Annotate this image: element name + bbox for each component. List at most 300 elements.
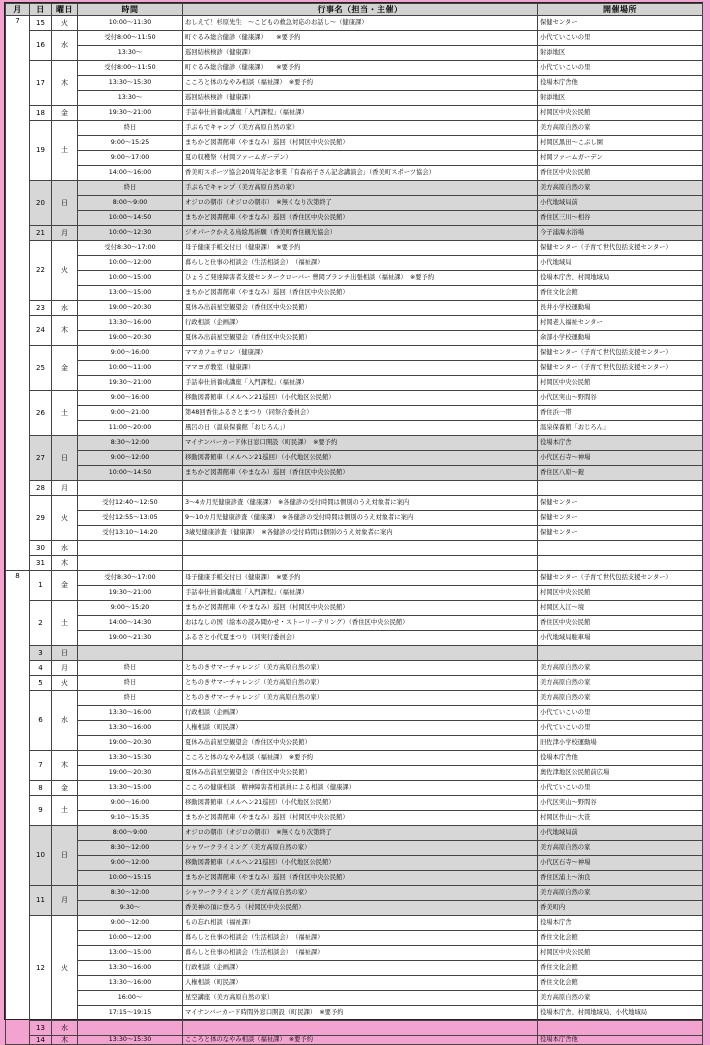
day-cell: 30 <box>30 541 52 556</box>
event-cell: シャワークライミング（美方高原自然の家） <box>183 886 538 901</box>
day-cell: 28 <box>30 481 52 496</box>
place-cell: 村岡老人福祉センター <box>538 316 703 331</box>
event-cell: 移動図書館車（メルヘン21巡回）（小代地区公民館） <box>183 391 538 406</box>
place-cell: 小代ていこいの里 <box>538 61 703 76</box>
place-cell: 小代地域局前 <box>538 196 703 211</box>
table-row <box>6 241 703 256</box>
table-row <box>6 646 703 661</box>
day-cell: 23 <box>30 301 52 316</box>
place-cell: 美方高原自然の家 <box>538 121 703 136</box>
time-cell: 受付8:30～17:00 <box>78 571 183 586</box>
time-cell: 13:30～16:00 <box>78 961 183 976</box>
header-time: 時間 <box>78 4 183 16</box>
time-cell: 10:00～12:00 <box>78 256 183 271</box>
time-cell: 13:30～16:00 <box>78 706 183 721</box>
table-row <box>6 376 703 391</box>
time-cell <box>78 481 183 496</box>
day-cell: 25 <box>30 346 52 391</box>
time-cell: 14:00～14:30 <box>78 616 183 631</box>
event-cell: 夏休み出前星空観望会（香住区中央公民館） <box>183 736 538 751</box>
place-cell <box>538 481 703 496</box>
time-cell: 8:00～9:00 <box>78 826 183 841</box>
table-row <box>6 76 703 91</box>
place-cell <box>538 556 703 571</box>
event-cell: 手話奉仕員養成講座「入門課程」（福祉課） <box>183 106 538 121</box>
table-row <box>6 796 703 811</box>
place-cell: 村岡区作山～大笹 <box>538 811 703 826</box>
event-cell: 行政相談（企画課） <box>183 316 538 331</box>
place-cell: 役場本庁舎他 <box>538 751 703 766</box>
place-cell: 香住区浦上～油良 <box>538 871 703 886</box>
month-cell: 8 <box>6 571 30 1045</box>
time-cell: 10:00～11:30 <box>78 16 183 31</box>
place-cell: 保健センター（子育て世代包括支援センター） <box>538 571 703 586</box>
table-row <box>6 436 703 451</box>
place-cell: 香住区中央公民館 <box>538 616 703 631</box>
event-cell: 暮らしと仕事の相談会（生活相談会） （福祉課） <box>183 931 538 946</box>
time-cell: 19:00～21:30 <box>78 631 183 646</box>
place-cell <box>538 1021 703 1036</box>
time-cell: 19:00～20:30 <box>78 766 183 781</box>
event-cell <box>183 1021 538 1036</box>
weekday-cell: 日 <box>52 646 78 661</box>
weekday-cell: 水 <box>52 301 78 316</box>
event-cell: 町ぐるみ総合健診（健康課） ※要予約 <box>183 61 538 76</box>
event-cell: もの忘れ相談（福祉課） <box>183 916 538 931</box>
day-cell: 26 <box>30 391 52 436</box>
schedule-body <box>6 16 703 1045</box>
place-cell: 小代地域局駐車場 <box>538 631 703 646</box>
weekday-cell: 金 <box>52 346 78 391</box>
time-cell: 10:00～12:30 <box>78 226 183 241</box>
event-cell: オジロの朝市（オジロの朝市） ※無くなり次第終了 <box>183 196 538 211</box>
time-cell: 終日 <box>78 661 183 676</box>
table-row <box>6 121 703 136</box>
day-cell: 19 <box>30 121 52 181</box>
time-cell: 10:00～14:50 <box>78 466 183 481</box>
event-cell: とちのきサマーチャレンジ（美方高原自然の家） <box>183 661 538 676</box>
place-cell: 保健センター（子育て世代包括支援センター） <box>538 241 703 256</box>
place-cell: 村岡区中央公民館 <box>538 376 703 391</box>
time-cell: 10:00～12:00 <box>78 931 183 946</box>
place-cell: 香住文化会館 <box>538 976 703 991</box>
table-row <box>6 391 703 406</box>
table-row <box>6 106 703 121</box>
time-cell: 終日 <box>78 691 183 706</box>
table-row <box>6 226 703 241</box>
place-cell: 今子浦海水浴場 <box>538 226 703 241</box>
weekday-cell: 水 <box>52 1021 78 1036</box>
event-cell: マイナンバーカード休日窓口開設（町民課） ※要予約 <box>183 436 538 451</box>
day-cell: 29 <box>30 496 52 541</box>
place-cell: 香住文化会館 <box>538 961 703 976</box>
table-row <box>6 841 703 856</box>
time-cell: 17:15～19:15 <box>78 1006 183 1021</box>
time-cell: 13:30～16:00 <box>78 316 183 331</box>
place-cell: 小代ていこいの里 <box>538 706 703 721</box>
day-cell: 27 <box>30 436 52 481</box>
table-row <box>6 1036 703 1045</box>
day-cell: 8 <box>30 781 52 796</box>
table-row <box>6 946 703 961</box>
header-weekday: 曜日 <box>52 4 78 16</box>
table-row <box>6 511 703 526</box>
event-cell <box>183 481 538 496</box>
event-cell: 手話奉仕員養成講座「入門課程」（福祉課） <box>183 376 538 391</box>
weekday-cell: 火 <box>52 496 78 541</box>
weekday-cell: 木 <box>52 1036 78 1045</box>
time-cell: 終日 <box>78 676 183 691</box>
weekday-cell: 金 <box>52 571 78 601</box>
event-cell: 手ぶらでキャンプ（美方高原自然の家） <box>183 121 538 136</box>
time-cell: 終日 <box>78 121 183 136</box>
table-row <box>6 571 703 586</box>
time-cell: 受付8:00～11:50 <box>78 31 183 46</box>
table-row <box>6 736 703 751</box>
event-cell: 行政相談（企画課） <box>183 706 538 721</box>
place-cell: 村岡区中央公民館 <box>538 106 703 121</box>
time-cell: 受付8:00～11:50 <box>78 61 183 76</box>
event-cell: こころと体のなやみ相談（福祉課） ※要予約 <box>183 76 538 91</box>
time-cell: 19:00～20:30 <box>78 301 183 316</box>
table-row <box>6 976 703 991</box>
time-cell: 19:00～20:30 <box>78 736 183 751</box>
time-cell: 9:00～16:00 <box>78 796 183 811</box>
event-cell: 3歳児健康診査（健康課） ※各健診の受付時間は個別のうえ対象者に案内 <box>183 526 538 541</box>
day-cell: 17 <box>30 61 52 106</box>
event-cell: ジオパークかえる鳥絵馬祈願（香美町香住観光協会） <box>183 226 538 241</box>
day-cell: 16 <box>30 31 52 61</box>
place-cell: 香住区八原～鎧 <box>538 466 703 481</box>
table-row <box>6 781 703 796</box>
event-cell: まちかど図書館車（やまなみ）巡回（香住区中央公民館） <box>183 466 538 481</box>
event-cell: まちかど図書館車（やまなみ）巡回（香住区中央公民館） <box>183 211 538 226</box>
event-cell: シャワークライミング（美方高原自然の家） <box>183 841 538 856</box>
weekday-cell: 月 <box>52 886 78 916</box>
day-cell: 5 <box>30 676 52 691</box>
table-row <box>6 706 703 721</box>
weekday-cell: 土 <box>52 601 78 646</box>
place-cell: 村岡区中央公民館 <box>538 946 703 961</box>
place-cell: 村岡区入江～境 <box>538 601 703 616</box>
event-cell: ひょうご発達障害者支援センタークローバー 豊岡ブランチ出張相談（福祉課） ※要予約 <box>183 271 538 286</box>
place-cell: 美方高原自然の家 <box>538 691 703 706</box>
place-cell: 小代区実山～野間谷 <box>538 391 703 406</box>
place-cell: 保健センター <box>538 526 703 541</box>
event-cell: 星空講座（美方高原自然の家） <box>183 991 538 1006</box>
table-row <box>6 631 703 646</box>
time-cell: 9:00～12:00 <box>78 916 183 931</box>
time-cell: 9:00～12:00 <box>78 856 183 871</box>
header-day: 日 <box>30 4 52 16</box>
header-row <box>6 4 703 16</box>
table-row <box>6 331 703 346</box>
time-cell: 9:00～15:20 <box>78 601 183 616</box>
weekday-cell: 金 <box>52 781 78 796</box>
place-cell <box>538 541 703 556</box>
day-cell: 10 <box>30 826 52 886</box>
event-cell: とちのきサマーチャレンジ（美方高原自然の家） <box>183 691 538 706</box>
day-cell: 6 <box>30 691 52 751</box>
event-cell: オジロの朝市（オジロの朝市） ※無くなり次第終了 <box>183 826 538 841</box>
table-row <box>6 1021 703 1036</box>
weekday-cell: 土 <box>52 796 78 826</box>
event-cell: まちかど図書館車（やまなみ）巡回（村岡区中央公民館） <box>183 601 538 616</box>
time-cell: 19:00～20:30 <box>78 331 183 346</box>
place-cell: 役場本庁舎 <box>538 436 703 451</box>
day-cell: 11 <box>30 886 52 916</box>
event-cell: とちのきサマーチャレンジ（美方高原自然の家） <box>183 676 538 691</box>
place-cell: 役場本庁舎他 <box>538 1036 703 1045</box>
table-row <box>6 826 703 841</box>
time-cell: 11:00～20:00 <box>78 421 183 436</box>
event-cell: 手ぶらでキャンプ（美方高原自然の家） <box>183 181 538 196</box>
time-cell: 8:30～12:00 <box>78 841 183 856</box>
event-cell: 母子健康手帳交付日（健康課） ※要予約 <box>183 241 538 256</box>
weekday-cell: 月 <box>52 661 78 676</box>
table-row <box>6 166 703 181</box>
table-row <box>6 961 703 976</box>
table-row <box>6 916 703 931</box>
time-cell <box>78 1021 183 1036</box>
event-cell: 町ぐるみ総合健診（健康課） ※要予約 <box>183 31 538 46</box>
time-cell: 9:00～15:25 <box>78 136 183 151</box>
place-cell <box>538 646 703 661</box>
place-cell: 香住文化会館 <box>538 931 703 946</box>
event-cell: 香美神の頂に登ろう（村岡区中央公民館） <box>183 901 538 916</box>
table-row <box>6 811 703 826</box>
time-cell: 受付12:40～12:50 <box>78 496 183 511</box>
table-row <box>6 991 703 1006</box>
place-cell: 香住区中央公民館 <box>538 166 703 181</box>
time-cell <box>78 646 183 661</box>
event-cell: 3～4カ月児健康診査（健康課） ※各健診の受付時間は個別のうえ対象者に案内 <box>183 496 538 511</box>
day-cell: 20 <box>30 181 52 226</box>
table-row <box>6 16 703 31</box>
time-cell: 13:30～ <box>78 46 183 61</box>
weekday-cell: 日 <box>52 826 78 886</box>
place-cell: 保健センター（子育て世代包括支援センター） <box>538 361 703 376</box>
event-cell: まちかど図書館車（やまなみ）巡回（香住区中央公民館） <box>183 871 538 886</box>
event-cell: 移動図書館車（メルヘン21巡回）（小代地区公民館） <box>183 451 538 466</box>
place-cell: 香住文化会館 <box>538 286 703 301</box>
day-cell: 24 <box>30 316 52 346</box>
time-cell: 10:00～14:50 <box>78 211 183 226</box>
weekday-cell: 火 <box>52 241 78 301</box>
table-row <box>6 91 703 106</box>
place-cell: 小代区石寺～神場 <box>538 451 703 466</box>
day-cell: 12 <box>30 916 52 1021</box>
event-cell: 夏の収穫祭（村岡ファームガーデン） <box>183 151 538 166</box>
time-cell: 19:30～21:00 <box>78 376 183 391</box>
table-row <box>6 871 703 886</box>
weekday-cell: 木 <box>52 751 78 781</box>
table-row <box>6 1006 703 1021</box>
place-cell: 小代地域局 <box>538 256 703 271</box>
event-cell: 夏休み出前星空観望会（香住区中央公民館） <box>183 766 538 781</box>
day-cell: 13 <box>30 1021 52 1036</box>
day-cell: 7 <box>30 751 52 781</box>
time-cell: 受付8:30～17:00 <box>78 241 183 256</box>
table-row <box>6 541 703 556</box>
day-cell: 31 <box>30 556 52 571</box>
table-row <box>6 616 703 631</box>
time-cell: 13:30～16:00 <box>78 976 183 991</box>
time-cell <box>78 556 183 571</box>
table-row <box>6 196 703 211</box>
place-cell: 温泉保養館「おじろん」 <box>538 421 703 436</box>
place-cell: 小代ていこいの里 <box>538 31 703 46</box>
time-cell: 13:30～ <box>78 91 183 106</box>
table-row <box>6 721 703 736</box>
time-cell: 13:30～15:00 <box>78 781 183 796</box>
time-cell <box>78 541 183 556</box>
event-cell: 第48回香住ふるさとまつり（同祭合委員会） <box>183 406 538 421</box>
event-cell: 移動図書館車（メルヘン21巡回）（小代地区公民館） <box>183 796 538 811</box>
table-row <box>6 286 703 301</box>
weekday-cell: 日 <box>52 181 78 226</box>
table-row <box>6 451 703 466</box>
table-row <box>6 856 703 871</box>
weekday-cell: 木 <box>52 61 78 106</box>
place-cell: 香住区三川～相谷 <box>538 211 703 226</box>
time-cell: 10:00～15:15 <box>78 871 183 886</box>
time-cell: 9:10～15:35 <box>78 811 183 826</box>
event-cell: 母子健康手帳交付日（健康課） ※要予約 <box>183 571 538 586</box>
table-row <box>6 751 703 766</box>
place-cell: 美方高原自然の家 <box>538 886 703 901</box>
time-cell: 10:00～11:00 <box>78 361 183 376</box>
place-cell: 香住浜一帯 <box>538 406 703 421</box>
table-row <box>6 901 703 916</box>
event-cell: こころと体のなやみ相談（福祉課） ※要予約 <box>183 1036 538 1045</box>
weekday-cell: 月 <box>52 481 78 496</box>
table-row <box>6 601 703 616</box>
event-cell <box>183 646 538 661</box>
time-cell: 9:00～12:00 <box>78 451 183 466</box>
table-row <box>6 46 703 61</box>
table-row <box>6 481 703 496</box>
table-row <box>6 271 703 286</box>
event-cell: マイナンバーカード時間外窓口開設（町民課） ※要予約 <box>183 1006 538 1021</box>
place-cell: 保健センター <box>538 496 703 511</box>
header-month: 月 <box>6 4 30 16</box>
table-row <box>6 211 703 226</box>
day-cell: 9 <box>30 796 52 826</box>
table-row <box>6 766 703 781</box>
place-cell: 旧佐津小学校運動場 <box>538 736 703 751</box>
day-cell: 21 <box>30 226 52 241</box>
table-row <box>6 421 703 436</box>
place-cell: 美方高原自然の家 <box>538 181 703 196</box>
place-cell: 小代区石寺～神場 <box>538 856 703 871</box>
place-cell: 小代区実山～野間谷 <box>538 796 703 811</box>
weekday-cell: 火 <box>52 676 78 691</box>
event-cell: ふるさと小代夏まつり（同実行委員会） <box>183 631 538 646</box>
event-cell: 夏休み出前星空観望会（香住区中央公民館） <box>183 301 538 316</box>
time-cell: 13:00～15:00 <box>78 946 183 961</box>
event-cell: 暮らしと仕事の相談会（生活相談会） （福祉課） <box>183 946 538 961</box>
time-cell: 9:30～ <box>78 901 183 916</box>
weekday-cell: 月 <box>52 226 78 241</box>
time-cell: 10:00～15:00 <box>78 271 183 286</box>
place-cell: 役場本庁舎 <box>538 916 703 931</box>
place-cell: 射添地区 <box>538 46 703 61</box>
place-cell: 村岡ファームガーデン <box>538 151 703 166</box>
time-cell: 13:30～15:30 <box>78 1036 183 1045</box>
table-row <box>6 31 703 46</box>
time-cell: 8:00～9:00 <box>78 196 183 211</box>
weekday-cell: 水 <box>52 541 78 556</box>
time-cell: 受付13:10～14:20 <box>78 526 183 541</box>
table-row <box>6 301 703 316</box>
event-cell: 手話奉仕員養成講座「入門課程」（福祉課） <box>183 586 538 601</box>
event-cell: ママヨガ教室（健康課） <box>183 361 538 376</box>
time-cell: 8:30～12:00 <box>78 436 183 451</box>
event-cell: 暮らしと仕事の相談会（生活相談会） （福祉課） <box>183 256 538 271</box>
time-cell: 9:00～16:00 <box>78 391 183 406</box>
event-schedule-table <box>5 3 703 1045</box>
event-cell: こころの健康相談 精神障害者相談員による相談（健康課） <box>183 781 538 796</box>
event-cell: まちかど図書館車（やまなみ）巡回（香住区中央公民館） <box>183 286 538 301</box>
header-place: 開催場所 <box>538 4 703 16</box>
place-cell: 美方高原自然の家 <box>538 841 703 856</box>
place-cell: 小代ていこいの里 <box>538 781 703 796</box>
place-cell: 美方高原自然の家 <box>538 991 703 1006</box>
time-cell: 終日 <box>78 181 183 196</box>
weekday-cell: 木 <box>52 556 78 571</box>
table-row <box>6 316 703 331</box>
day-cell: 2 <box>30 601 52 646</box>
event-cell: 人権相談（町民課） <box>183 976 538 991</box>
table-row <box>6 256 703 271</box>
time-cell: 9:00～17:00 <box>78 151 183 166</box>
time-cell: 16:00～ <box>78 991 183 1006</box>
time-cell: 19:30～21:00 <box>78 106 183 121</box>
event-cell: 移動図書館車（メルヘン21巡回）（小代地区公民館） <box>183 856 538 871</box>
event-cell: まちかど図書館車（やまなみ）巡回（村岡区中央公民館） <box>183 811 538 826</box>
event-cell: おしえて！杉原先生 ～こどもの救急対応のお話し～（健康課） <box>183 16 538 31</box>
event-cell: 9～10カ月児健康診査（健康課） ※各健診の受付時間は個別のうえ対象者に案内 <box>183 511 538 526</box>
table-row <box>6 151 703 166</box>
day-cell: 18 <box>30 106 52 121</box>
event-cell: ママカフェサロン（健康課） <box>183 346 538 361</box>
weekday-cell: 土 <box>52 121 78 181</box>
place-cell: 美方高原自然の家 <box>538 676 703 691</box>
event-cell <box>183 556 538 571</box>
month-cell: 7 <box>6 16 30 571</box>
event-cell: こころと体のなやみ相談（福祉課） ※要予約 <box>183 751 538 766</box>
place-cell: 長井小学校運動場 <box>538 301 703 316</box>
place-cell: 保健センター <box>538 16 703 31</box>
table-row <box>6 406 703 421</box>
time-cell: 9:00～16:00 <box>78 346 183 361</box>
day-cell: 1 <box>30 571 52 601</box>
place-cell: 射添地区 <box>538 91 703 106</box>
place-cell: 村岡区中央公民館 <box>538 586 703 601</box>
event-cell: 風呂の日（温泉保養館「おじろん」） <box>183 421 538 436</box>
time-cell: 19:30～21:00 <box>78 586 183 601</box>
place-cell: 余部小学校運動場 <box>538 331 703 346</box>
table-row <box>6 931 703 946</box>
weekday-cell: 日 <box>52 436 78 481</box>
event-cell: おはなしの国（絵本の読み聞かせ・ストーリーテリング）（香住区中央公民館） <box>183 616 538 631</box>
table-row <box>6 676 703 691</box>
place-cell: 役場本庁舎他 <box>538 76 703 91</box>
place-cell: 小代地域局前 <box>538 826 703 841</box>
day-cell: 22 <box>30 241 52 301</box>
table-row <box>6 886 703 901</box>
